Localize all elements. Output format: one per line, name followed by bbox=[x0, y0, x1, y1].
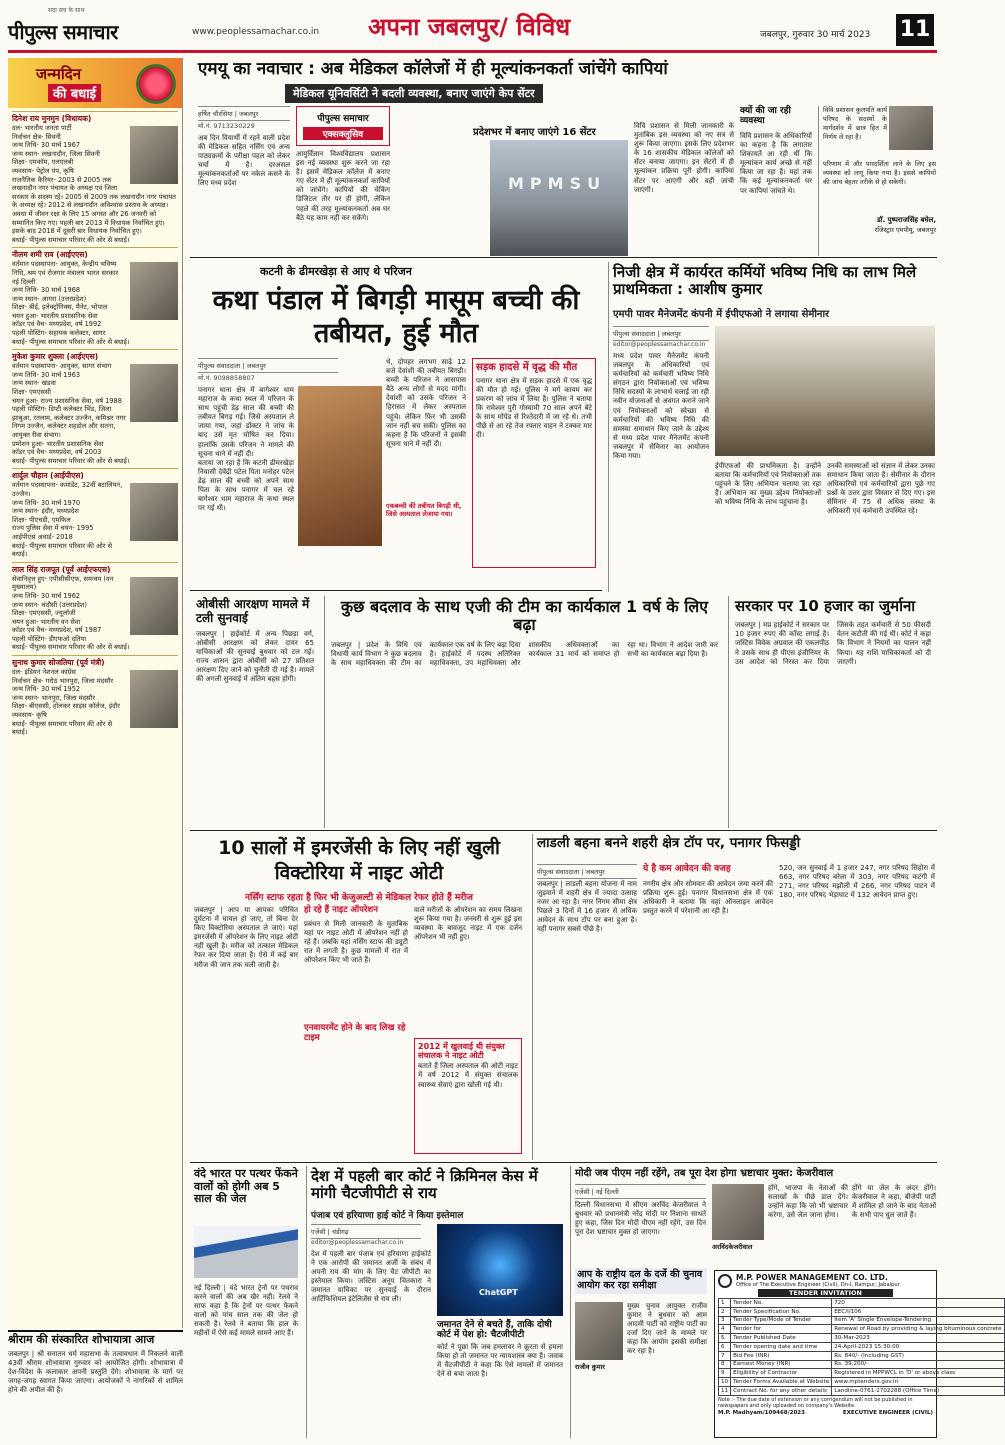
birthday-entry-name: सुनाथ कुमार सोजतिया (पूर्व मंत्री) bbox=[12, 658, 105, 668]
birthday-entry bbox=[12, 111, 178, 247]
tender-cell-label: Tender Type/Mode of Tender bbox=[731, 1316, 832, 1325]
ag-story bbox=[324, 596, 724, 828]
rajiv-kumar-photo bbox=[575, 1302, 623, 1360]
pf-col2: ईपीएफओ की प्राथमिकता है। उन्होंने बताया कि कर्मचारियों एवं नियोक्ताओं तक पहुंचने के लिए अभियान चलाया जा रहा है। अभियान का मुख्य उद्देश्य नियोक्ताओं को भविष्य निधि के लाभ पहुंचाना है। bbox=[715, 462, 821, 507]
ladli-sub: ये है कम आवेदन की वजह bbox=[643, 864, 731, 874]
birthday-entry-info: दल- इंडियन नेशनल कांग्रेस निर्वाचन क्षेत्र- गरोठ भानपुरा, जिला मंदसौर जन्म तिथि- 30 मार्च 1952 जन्म स्थान- भानपुरा, जिला मंदसौर शिक्षा- बीएससी, होलकर साइंस कॉलेज, इंदौर व्यवसाय- कृषि बधाई- पीपुल्स समाचार परिवार की ओर से बधाई। bbox=[12, 668, 120, 737]
lower-rule bbox=[190, 1162, 937, 1163]
tender-cell-label: Contract No. for any other details bbox=[731, 1386, 832, 1395]
pf-byline-name: पीपुल्स संवाददाता | जबलपुर bbox=[613, 326, 709, 341]
tender-cell-label: Eligibility of Contractor bbox=[731, 1369, 832, 1378]
tender-row bbox=[719, 1334, 1005, 1343]
ag-body: जबलपुर | प्रदेश के विधि एवं विधायी कार्य विभाग ने कुछ बदलाव के साथ महाधिवक्ता की टीम का कार्यकाल एक वर्ष के लिए बढ़ा दिया है। हाईकोर्ट में पदस्थ अतिरिक्त महाधिवक्ता, उप महाधिवक्ता और शासकीय अधिवक्ताओं का कार्यकाल 31 मार्च को समाप्त हो रहा था। विभाग ने आदेश जारी कर सभी का कार्यकाल बढ़ा दिया है। bbox=[331, 640, 718, 667]
lead-headline: एमयू का नवाचार : अब मेडिकल कॉलेजों में ही मूल्यांकनकर्ता जांचेंगे कापियां bbox=[198, 59, 668, 79]
kejriwal-headline: मोदी जब पीएम नहीं रहेंगे, तब पूरा देश होगा भ्रष्टाचार मुक्त: केजरीवाल bbox=[575, 1168, 834, 1179]
fine-story bbox=[728, 596, 937, 828]
tender-row bbox=[719, 1307, 1005, 1316]
paper-tagline: सदा सच के साथ bbox=[48, 7, 85, 14]
ladli-col2: नगरीय क्षेत्र और सोमवार की आवेदन जमा करने की प्रक्रिया शुरू हुई। पनागर विधानसभा क्षेत्र में एक अधिकारी ने बताया कि वहां ऑनलाइन आवेदन प्रस्तुत करने में परेशानी आ रही है। bbox=[643, 880, 773, 916]
child-col1: पनागर थाना क्षेत्र में बागेश्वर धाम महाराज के कथा स्थल में परिजन के साथ पहुंची डेढ़ साल की बच्ची की तबीयत बिगड़ गई। जिसे अस्पताल ले जाया गया, जहां डॉक्टर ने जांच के बाद उसे मृत घोषित कर दिया। हालांकि उसके परिजन ने मामले की सूचना थाने में नहीं दी। बताया जा रहा है कि कटनी ढीमरखेड़ा निवासी देवेंद्री पटेल पिता मनोहर पटेल डेढ़ साल की बच्ची को अपने साथ पिता के साथ पनागर में चल रहे बागेश्वर धाम महाराज के कथा स्थल पर गई थी। bbox=[198, 386, 294, 513]
birthday-entry-photo bbox=[130, 262, 178, 320]
oti-deck: नर्सिंग स्टाफ रहता है फिर भी केजुअल्टी से मेडिकल रेफर होते हैं मरीज bbox=[245, 893, 473, 903]
pf-byline bbox=[613, 326, 709, 348]
chatgpt-box bbox=[437, 1320, 563, 1434]
rajiv-kumar-caption: राजीव कुमार bbox=[575, 1363, 605, 1371]
kejriwal-photo bbox=[712, 1184, 764, 1240]
tender-cell-label: Tender Forms Available at Website bbox=[731, 1378, 832, 1387]
tender-note: Note :- The due date of extension or any corrigendum will not be published in newspapers and only uploaded on company's Website. bbox=[718, 1396, 913, 1409]
tender-cell-label: Tender Specification No. bbox=[731, 1307, 832, 1316]
tender-cell-value: Renewal of Road by providing & laying bituminous concrete bbox=[832, 1325, 1004, 1334]
lead-byline bbox=[198, 106, 290, 130]
masthead-rule bbox=[8, 50, 937, 53]
oti-sub2: एनवायरमेंट होने के बाद लिख रहे टाइम bbox=[304, 1023, 406, 1043]
child-headline: कथा पंडाल में बिगड़ी मासूम बच्ची की तबीयत, हुई मौत bbox=[212, 285, 580, 349]
oti-col3: वाले मरीजों के ऑपरेशन का समय लिखना शुरू किया गया है। जनवरी से शुरू हुई इस व्यवस्था के बावजूद नाइट में एक दर्जन ऑपरेशन भी नहीं हुए। bbox=[414, 906, 522, 942]
kejriwal-caption: अरविंदकेजरीवाल bbox=[712, 1243, 753, 1251]
obc-headline: ओबीसी आरक्षण मामले में टली सुनवाई bbox=[196, 597, 310, 625]
vande-headline: वंदे भारत पर पत्थर फेंकने वालों को होगी अब 5 साल की जेल bbox=[194, 1167, 298, 1206]
tender-cell-value: EEC/I/106 bbox=[832, 1307, 1004, 1316]
tender-row bbox=[719, 1369, 1005, 1378]
tender-row bbox=[719, 1351, 1005, 1360]
lead-quote-body: परिणाम में और पारदर्शिता लाने के लिए इस व्यवस्था को लागू किया गया है। इससे कापियों की जांच बेहतर तरीके से हो सकेगी। bbox=[823, 160, 936, 187]
chatgpt-deck: पंजाब एवं हरियाणा हाई कोर्ट ने किया इस्तेमाल bbox=[311, 1211, 464, 1221]
mpmsu-building-photo bbox=[490, 140, 628, 256]
company-logo-icon bbox=[718, 1274, 732, 1288]
lead-story bbox=[190, 58, 937, 258]
lead-quote-box bbox=[818, 106, 936, 256]
lead-side-body: विवि प्रशासन के अधिकारियों का कहना है कि लगातार शिकायतें आ रही थीं कि मूल्यांकन कार्य अच्छे से नहीं किया जा रहा है। यहां तक कि कई मूल्यांकनकर्ता घर पर कापियां जांचते थे। bbox=[740, 132, 812, 195]
tender-table bbox=[718, 1298, 1005, 1396]
ag-headline: कुछ बदलाव के साथ एजी की टीम का कार्यकाल 1 वर्ष के लिए बढ़ा bbox=[340, 597, 709, 635]
lead-quote-head: विवि प्रशासन कुलपति कार्य परिषद के सदस्यों के मार्गदर्शन में छात्र हित में निर्णय ले रहा है। bbox=[823, 106, 887, 142]
tender-cell-value: Landline-0761-2702288 (Office Time) bbox=[832, 1386, 1004, 1395]
birthday-entry-photo bbox=[130, 577, 178, 635]
aap-subhead: आप के राष्ट्रीय दल के दर्जे की चुनाव आयोग कर रहा समीक्षा bbox=[577, 1269, 703, 1291]
child-kicker: कटनी के ढीमरखेड़ा से आए थे परिजन bbox=[260, 265, 412, 278]
tender-cell-label: Earnest Money (INR) bbox=[731, 1360, 832, 1369]
chatgpt-byline bbox=[311, 1224, 421, 1246]
birthday-entry-photo bbox=[130, 126, 178, 184]
tender-row bbox=[719, 1299, 1005, 1308]
lead-col3: विवि प्रशासन से मिली जानकारी के मुताबिक इस व्यवस्था को नए सत्र से शुरू किया जाएगा। इसके लिए प्रदेशभर के 16 शासकीय मेडिकल कॉलेजों को सेंटर बनाया जाएगा। इन सेंटरों में ही मूल्यांकन प्रक्रिया पूरी होगी। कापियां सेंटर पर आएंगी और वहीं जांची जाएंगी। bbox=[634, 122, 734, 194]
birthday-entry-info: वर्तमान पदस्थापना- आयुक्त, सागर संभाग जन्म तिथि- 30 मार्च 1963 जन्म स्थान- खंडवा शिक्षा- एमएससी चयन हुआ- राज्य प्रशासनिक सेवा, वर्ष 1988 पहली पोस्टिंग- डिप्टी कलेक्टर भिंड, जिला झाबुआ, रतलाम, कलेक्टर उज्जैन, कमिश्नर नगर निगम उज्जैन, कलेक्टर शहडोल और सतना, आयुक्त रीवा संभाग। प्रमोशन हुआ- भारतीय प्रशासनिक सेवा कॉडर एवं वैच- मध्यप्रदेश, वर्ष 2003 बधाई- पीपुल्स समाचार परिवार की ओर से बधाई। bbox=[12, 362, 130, 465]
chatgpt-box-head: जमानत देने से बचते हैं, ताकि दोषी कोर्ट में पेश हो: चैटजीपीटी bbox=[437, 1320, 552, 1341]
obc-body: जबलपुर | हाईकोर्ट में अन्य पिछड़ा वर्ग, ओबीसी आरक्षण को लेकर दायर 65 याचिकाओं की सुनवाई बुधवार को टल गई। राज्य शासन द्वारा ओबीसी को 27 प्रतिशत आरक्षण दिए जाने को चुनौती दी गई है। मामले की अगली सुनवाई में अंतिम बहस होगी। bbox=[196, 629, 314, 684]
oti-col2: प्रबंधन से मिली जानकारी के मुताबिक यहां पर नाइट ओटी में ऑपरेशन नहीं हो रहे हैं। जबकि यहां नर्सिंग स्टाफ की ड्यूटी रात में लगती है। कुछ मामलों में रात में ऑपरेशन किए भी जाते हैं। bbox=[304, 920, 408, 965]
tender-cell-value: 30-Mar-2023 bbox=[832, 1334, 1004, 1343]
shobhayatra-story bbox=[8, 1330, 183, 1438]
oti-box-head: 2012 में खुलवाई थी संयुक्त संचालक ने नाइट ओटी bbox=[418, 1042, 505, 1061]
birthday-entry-name: शार्दुल चौहान (आईपीएस) bbox=[12, 471, 84, 481]
child-photo bbox=[298, 386, 382, 546]
exclusive-bottom: एक्सक्लूसिव bbox=[303, 127, 383, 140]
tender-cell-no: 6 bbox=[719, 1342, 731, 1351]
ladli-story bbox=[532, 834, 937, 1160]
fine-body: जबलपुर | मप्र हाईकोर्ट ने सरकार पर 10 हजार रुपए की कॉस्ट लगाई है। जस्टिस विवेक अग्रवाल की एकलपीठ ने उसके साथ ही पीएस इंजीनियर के उस आदेश को निरस्त कर दिया जिसके तहत कर्मचारी से 50 फीसदी वेतन कटौती की गई थी। कोर्ट ने कहा कि विभाग ने नियमों का पालन नहीं किया। यह राशि याचिकाकर्ता को दी जाएगी। bbox=[735, 621, 931, 666]
pf-story bbox=[608, 262, 937, 592]
chatgpt-image bbox=[437, 1224, 563, 1316]
kejriwal-body: दिल्ली विधानसभा में सीएम अरविंद केजरीवाल ने बुधवार को प्रधानमंत्री नरेंद्र मोदी पर निशाना साधते हुए कहा, जिस दिन मोदी पीएम नहीं रहेंगे, उस दिन पूरा देश भ्रष्टाचार मुक्त हो जाएगा। bbox=[575, 1201, 706, 1237]
tender-cell-no: 11 bbox=[719, 1386, 731, 1395]
chatgpt-image-label: ChatGPT bbox=[479, 1288, 518, 1297]
pf-email: editor@peoplessamachar.co.in bbox=[613, 341, 706, 348]
birthday-title bbox=[8, 58, 182, 108]
flowers-icon bbox=[136, 64, 176, 104]
kejriwal-col2: होंगे, भाजपा के नेताओं की सलाखों के पीछे डाल देंगे। उन्होंने कहा कि जो भी भ्रष्टाचार करेगा, उसे जेल जाना होगा। bbox=[768, 1184, 848, 1220]
tender-cell-value: Rs. 840/- (Including GST) bbox=[832, 1351, 1004, 1360]
accident-head: सड़क हादसे में वृद्ध की मौत bbox=[476, 362, 578, 373]
tender-cell-no: 10 bbox=[719, 1378, 731, 1387]
fine-headline: सरकार पर 10 हजार का जुर्माना bbox=[735, 597, 916, 615]
lead-col1: अब दिन वियार्थी में रहने वाली प्रदेश की मेडिकल सहित नर्सिंग एवं अन्य पाठ्यक्रमों के परीक्षा पहल को लेकर चर्चा में है। दरअसल मूल्यांकनकर्ताओं पर नकेल कसने के लिए मध्य प्रदेश bbox=[198, 134, 290, 188]
oti-box bbox=[414, 1038, 522, 1154]
chatgpt-box-body: कोर्ट ने पूछा कि जब हमलावर ने क्रूरता से हमला किया हो तो जमानत पर न्यायशास्त्र क्या है। जवाब में चैटजीपीटी ने कहा कि ऐसे मामलों में जमानत देने से बचा जाता है। bbox=[437, 1342, 563, 1378]
tender-cell-no: 4 bbox=[719, 1325, 731, 1334]
tender-cell-value: www.mptenders.gov.in bbox=[832, 1378, 1004, 1387]
registrar-photo bbox=[889, 106, 933, 150]
accident-box bbox=[472, 358, 596, 568]
lead-side-head: क्यों की जा रही व्यवस्था bbox=[740, 106, 791, 127]
pf-col1: मध्य प्रदेश पावर मैनेजमेंट कंपनी जबलपुर के अधिकारियों एवं कर्मचारियों को कर्मचारी भविष्य निधि संगठन द्वारा नियोक्ताओं एवं भविष्य निधि सदस्यों के लाभार्थ चलाई जा रही नवीन योजनाओं से अवगत कराने जाने एवं नियोक्ताओं को स्वेच्छा से कर्मचारियों की भविष्य निधि की समस्या समाधान किए जाने के उद्देश्य से मध्य प्रदेश पावर मैनेजमेंट कंपनी जबलपुर में सेमिनार का आयोजन किया गया। bbox=[613, 352, 709, 461]
child-byline bbox=[198, 358, 338, 382]
birthday-entry-name: नीलम शमी राव (आईएएस) bbox=[12, 250, 88, 260]
birthday-title-top: जन्मदिन bbox=[36, 65, 82, 83]
vande-story bbox=[190, 1166, 302, 1438]
tender-cell-value: Item 'A' Single Envelope-Tendering bbox=[832, 1316, 1004, 1325]
child-mobile: मो.नं. 9098858807 bbox=[198, 374, 255, 382]
tender-row bbox=[719, 1316, 1005, 1325]
pf-col3: उनकी समस्याओं को संज्ञान में लेकर उनका समाधान किया जाता है। सेमीनार के दौरान अधिकारियों एवं कर्मचारियों द्वारा पूछे गए प्रश्नों के उत्तर द्वारा विस्तार से दिए गए। इस सेमिनार में 75 से अधिक संस्था के अधिकारी एवं कर्मचारी उपस्थित रहे। bbox=[827, 462, 935, 516]
birthday-entry-photo bbox=[130, 364, 178, 422]
lead-quote-name: डॉ. पुष्पराजसिंह बघेल, bbox=[877, 216, 936, 224]
tender-footer-left: M.P. Madhyam/109468/2023 bbox=[718, 1409, 805, 1416]
oti-col1: जबलपुर | आप या आपका परिचित दुर्घटना में घायल हो जाए, तो बिना देर किए विक्टोरिया अस्पताल ले जाएं। यहां इमरजेंसी में ऑपरेशन के लिए नाइट ओटी नहीं खुली है। मरीज को तत्काल मेडिकल रेफर कर दिया जाता है। ऐसे में कई बार मरीज की जान तक चली जाती है। bbox=[194, 906, 298, 969]
kejriwal-right bbox=[712, 1184, 937, 1266]
exclusive-top: पीपुल्स समाचार bbox=[317, 114, 369, 124]
chatgpt-email: editor@peoplessamachar.co.in bbox=[311, 1239, 404, 1246]
pf-headline: निजी क्षेत्र में कार्यरत कर्मियों भविष्य निधि का लाभ मिले प्राथमिकता : आशीष कुमार bbox=[613, 263, 917, 299]
exclusive-badge bbox=[296, 106, 390, 146]
lead-mobile: मो.नं. 9713230229 bbox=[198, 122, 255, 130]
pf-deck: एमपी पावर मैनेजमेंट कंपनी में ईपीएफओ ने लगाया सेमीनार bbox=[613, 309, 830, 320]
masthead bbox=[0, 0, 945, 54]
child-story bbox=[190, 262, 602, 592]
vande-body: नई दिल्ली | वंदे भारत ट्रेनों पर पथराव करने वालों की अब खैर नहीं। रेलवे ने साफ कहा है कि ट्रेनों पर पत्थर फेंकने वालों को पांच साल तक की जेल हो सकती है। रेलवे ने बताया कि हाल के महीनों में ऐसे कई मामले सामने आए हैं। bbox=[194, 1284, 298, 1338]
tender-cell-no: 2 bbox=[719, 1307, 731, 1316]
tender-cell-label: Tender No. bbox=[731, 1299, 832, 1308]
birthday-entry-info: वर्तमान पदस्थापना- कमांडेंट, 32वीं बटालियन, उज्जैन। जन्म तिथि- 30 मार्च 1970 जन्म स्थान- इंदौर, मध्यप्रदेश शिक्षा- पीएचडी, एमफिल राज्य पुलिस सेवा में चयन- 1995 आईपीएस अवार्ड- 2018 बधाई- पीपुल्स समाचार परिवार की ओर से बधाई। bbox=[12, 481, 123, 559]
tender-company: M.P. POWER MANAGEMENT CO. LTD. bbox=[736, 1273, 888, 1282]
tender-row bbox=[719, 1378, 1005, 1387]
paper-name: पीपुल्स समाचार bbox=[8, 20, 118, 44]
chatgpt-headline: देश में पहली बार कोर्ट ने क्रिमिनल केस में मांगी चैटजीपीटी से राय bbox=[311, 1167, 538, 1203]
ladli-headline: लाडली बहना बनने शहरी क्षेत्र टॉप पर, पनागर फिसड्डी bbox=[537, 835, 801, 851]
paper-logo bbox=[8, 6, 188, 46]
birthday-entry bbox=[12, 655, 178, 740]
tender-cell-label: Tender Published Date bbox=[731, 1334, 832, 1343]
birthday-entry-photo bbox=[130, 483, 178, 541]
tender-cell-no: 8 bbox=[719, 1360, 731, 1369]
shobhayatra-headline: श्रीराम की संस्कारित शोभायात्रा आज bbox=[8, 1330, 183, 1347]
tender-cell-value: 720 bbox=[832, 1299, 1004, 1308]
birthday-entry bbox=[12, 468, 178, 561]
tender-row bbox=[719, 1360, 1005, 1369]
ladli-col1: जबलपुर | लाडली बहना योजना में नाम जुड़वाने में शहरी क्षेत्र में ज्यादा उत्साह नजर आ रहा है। नगर निगम सीमा क्षेत्र पिछले 3 दिनों में 16 हजार से अधिक आवेदन के साथ टॉप पर बना हुआ है। वहीं पनागर सबसे पीछे है। bbox=[537, 880, 637, 934]
website: www.peoplessamachar.co.in bbox=[192, 27, 320, 37]
birthday-entries bbox=[8, 108, 182, 743]
accident-body: पनागर थाना क्षेत्र में सड़क हादसे में एक वृद्ध की मौत हो गई। पुलिस ने मर्ग कायम कर प्रकरण को जांच में लिया है। पुलिस ने बताया कि रामेश्वर पुरी गोस्वामी 70 साल अपने बेटे के साथ मोपेड से रिश्तेदारी में जा रहे थे। तभी पीछे से आ रहे तेज रफ्तार वाहन ने टक्कर मार दी। bbox=[476, 376, 592, 440]
child-col2: थे, दोपहर लगभग साढ़े 12 बजे देवांशी की तबीयत बिगड़ी। बच्ची के परिजन ने आसपास बैठे अन्य लोगों से मदद मांगी। देवांशी को उसके परिजन ने हिरासत में लेकर अस्पताल पहुंचे। लेकिन फिर भी उसकी जान नहीं बच सकी। पुलिस का कहना है कि परिजनों ने इसकी सूचना थाने में नहीं दी। bbox=[386, 358, 466, 448]
kejriwal-col3: होंगे या जेल के अंदर होंगे। केजरीवाल ने कहा, बीजेपी पार्टी में शामिल हो जाने के बाद नेताओं के सभी पाप धुल जाते हैं। bbox=[852, 1184, 936, 1220]
tender-cell-no: 5 bbox=[719, 1334, 731, 1343]
lead-photo-caption: प्रदेशभर में बनाए जाएंगे 16 सेंटर bbox=[473, 127, 596, 138]
dateline: जबलपुर, गुरुवार 30 मार्च 2023 bbox=[760, 30, 871, 40]
oti-story bbox=[190, 834, 528, 1160]
chatgpt-byline-name: एजेंसी | चंडीगढ़ bbox=[311, 1224, 421, 1239]
birthday-entry-info: वर्तमान पदस्थापना- आयुक्त, केन्द्रीय भविष्य निधि, श्रम एवं रोजगार मंत्रालय भारत सरकार नई दिल्ली जन्म तिथि- 30 मार्च 1968 जन्म स्थान- आगरा (उत्तरप्रदेश) शिक्षा- बीई, इलेक्ट्रॉनिक्स, मैनेट, भोपाल चयन हुआ- भारतीय प्रशासनिक सेवा कॉडर एवं वैच- मध्यप्रदेश, वर्ष 1992 पहली पोस्टिंग- सहायक कलेक्टर, सागर बधाई- पीपुल्स समाचार परिवार की ओर से बधाई। bbox=[12, 260, 130, 346]
lead-byline-name: हर्षित चौरसिया | जबलपुर bbox=[198, 106, 290, 121]
lead-quote-title: रजिस्ट्रार एमपीयू, जबलपुर bbox=[874, 226, 936, 234]
tender-cell-value: 24-April-2023 15:30:00 bbox=[832, 1342, 1004, 1351]
tender-cell-no: 1 bbox=[719, 1299, 731, 1308]
tender-cell-no: 3 bbox=[719, 1316, 731, 1325]
obc-story bbox=[190, 596, 320, 828]
mid-rule bbox=[190, 830, 937, 831]
oti-sub1: हो रहे हैं नाइट ऑपरेशन bbox=[304, 905, 378, 915]
tender-cell-value: Registered in MPPWCL in 'D' or above class bbox=[832, 1369, 1004, 1378]
tender-cell-label: Bid Fee (INR) bbox=[731, 1351, 832, 1360]
tender-row bbox=[719, 1386, 1005, 1395]
kejriwal-byline: एजेंसी | नई दिल्ली bbox=[575, 1184, 706, 1199]
child-photo-caption: एकबच्ची की तबीयत बिगड़ी थी, जिसे अस्पताल लेजाया गया। bbox=[386, 502, 462, 518]
tender-office: Office of The Executive Engineer (Civil), Dn-I, Rampur, Jabalpur bbox=[736, 1282, 900, 1288]
page-number: 11 bbox=[896, 14, 934, 46]
birthday-entry-name: मुकेश कुमार शुक्ला (आईएएस) bbox=[12, 352, 99, 362]
tender-row bbox=[719, 1342, 1005, 1351]
tender-row bbox=[719, 1325, 1005, 1334]
ladli-byline: पीपुल्स संवाददाता | जबलपुर bbox=[537, 864, 637, 879]
oti-headline: 10 सालों में इमरजेंसी के लिए नहीं खुली विक्टोरिया में नाइट ओटी bbox=[218, 837, 500, 884]
birthday-entry-name: दिनेश राय मुनमुन (विधायक) bbox=[12, 114, 92, 123]
lead-deck: मेडिकल यूनिवर्सिटी ने बदली व्यवस्था, बनाए जाएंगे केप सेंटर bbox=[285, 84, 543, 103]
child-byline-name: पीपुल्स संवाददाता | जबलपुर bbox=[198, 358, 338, 373]
birthday-entry-info: दल- भारतीय जनता पार्टी निर्वाचन क्षेत्र- सिवनी जन्म तिथि- 30 मार्च 1967 जन्म स्थान- लखनादौन, जिला सिवनी शिक्षा- एमकॉम, एलएलबी व्यवसाय- पेट्रोल पंप, कृषि राजनैतिक कैरियर- 2003 से 2005 तक लखनादौन नगर पंचायत के अध्यक्ष एवं जिला सरकार के सदस्य रहे। 2005 से 2009 तक लखनादौन नगर पंचायत के अध्यक्ष रहे। 2012 से लखनादौन अविश्वास प्रस्ताव के अध्यक्ष। अवधा में जीवन रक्षा के लिए 15 अगस्त और 26 जनवरी को सम्मानित किए गए। पहली बार 2013 में विधायक निर्वाचित हुए। इसके बाद 2018 में दूसरी बार विधायक निर्वाचित हुए। बधाई- पीपुल्स समाचार परिवार की ओर से बधाई। bbox=[12, 124, 176, 244]
birthday-column bbox=[8, 58, 183, 1328]
chatgpt-body: देश में पहली बार पंजाब एवं हरियाणा हाईकोर्ट ने एक आरोपी की जमानत अर्जी के संबंध में अपनी राय की मांग के लिए चैट जीपीटी का इस्तेमाल किया। जस्टिस अनूप चितकारा ने जमानत याचिका पर सुनवाई के दौरान आर्टिफिशियल इंटेलिजेंस से राय ली। bbox=[311, 1250, 431, 1304]
tender-cell-label: Tender for bbox=[731, 1325, 832, 1334]
lead-rule bbox=[190, 257, 937, 258]
birthday-title-bottom: की बधाई bbox=[48, 84, 101, 102]
building-sign: MPMSU bbox=[508, 174, 607, 193]
tender-cell-no: 9 bbox=[719, 1369, 731, 1378]
ladli-col3: 520, जन सुनवाई में 1 हजार 247, नगर परिषद सिहोरा में 663, नगर परिषद बरेला में 303, नगर परिषद कटंगी में 271, नगर परिषद मझौली में 266, नगर परिषद पाटन में 180, नगर परिषद भेड़ाघाट में 132 आवेदन प्राप्त हुए। bbox=[779, 864, 935, 900]
pf-seminar-photo bbox=[715, 326, 935, 456]
birthday-entry bbox=[12, 562, 178, 655]
tender-title: TENDER INVITATION bbox=[758, 1289, 893, 1297]
chatgpt-story bbox=[306, 1166, 566, 1438]
child-rule bbox=[190, 590, 602, 591]
section-title-text: अपना जबलपुर/ विविध bbox=[368, 13, 571, 41]
tender-ad bbox=[714, 1270, 1002, 1438]
birthday-entry bbox=[12, 349, 178, 468]
birthday-entry-info: सेवानिवृत्त हुए- एपीसीसीएफ, समन्वय (वन मुख्यालय) जन्म तिथि- 30 मार्च 1962 जन्म स्थान- चंदौसी (उत्तरप्रदेश) शिक्षा- एमएससी, ज्यूलॉजी चयन हुआ- भारतीय वन सेवा कॉडर एवं वैच- मध्यप्रदेश, वर्ष 1987 पहली पोस्टिंग- डीएफओ दतिया बधाई- पीपुल्स समाचार परिवार की ओर से बधाई। bbox=[12, 574, 130, 652]
vande-train-photo bbox=[194, 1226, 298, 1278]
tender-cell-label: Tender opening date and time bbox=[731, 1342, 832, 1351]
lead-col2: आयुर्विज्ञान विश्वविद्यालय प्रशासन इस नई व्यवस्था शुरू करने जा रहा है। इसमें मेडिकल कॉलेज में बनाए गए सेंटर में ही मूल्यांकनकर्ता कापियों को जांचेंगे। कापियों की चेकिंग डिजिटल तौर पर ही होगी, लेकिन पहले की तरह मूल्यांकनकर्ता अब घर बैठे यह काम नहीं कर सकेंगे। bbox=[296, 150, 390, 222]
section-title bbox=[368, 10, 570, 43]
birthday-entry-photo bbox=[130, 670, 178, 728]
shobhayatra-body: जबलपुर | श्री सनातन धर्म महासभा के तत्वावधान में निकलने वाली 43वीं श्रीराम शोभायात्रा गुरुवार को आयोजित होगी। शोभायात्रा में देश-विदेश के कलाकार अपनी प्रस्तुति देंगे। शोभायात्रा के मार्ग पर जगह-जगह स्वागत किया जाएगा। आयोजकों ने नागरिकों से शामिल होने की अपील की है। bbox=[8, 1349, 183, 1395]
birthday-entry-name: लाल सिंह राजपूत (पूर्व आईएफएस) bbox=[12, 564, 111, 574]
aap-subhead-box bbox=[575, 1268, 707, 1294]
birthday-entry bbox=[12, 247, 178, 349]
oti-box-body: बताते हैं जिला अस्पताल की ओटी नाइट में वर्ष 2012 में संयुक्त संचालक स्वास्थ्य सेवाएं द्वारा खोली गई थी। bbox=[418, 1062, 518, 1089]
aap-sub-body: मुख्य चुनाव आयुक्त राजीव कुमार ने बुधवार को आम आदमी पार्टी को राष्ट्रीय पार्टी का दर्जा दिए जाने के मामले पर कहा कि आयोग इसकी समीक्षा कर रहा है। bbox=[627, 1302, 707, 1356]
tender-cell-value: Rs. 39,200/- bbox=[832, 1360, 1004, 1369]
tender-footer-right: EXECUTIVE ENGINEER (CIVIL) bbox=[842, 1409, 933, 1416]
tender-cell-no: 7 bbox=[719, 1351, 731, 1360]
kejriwal-body-wrap bbox=[570, 1184, 710, 1438]
